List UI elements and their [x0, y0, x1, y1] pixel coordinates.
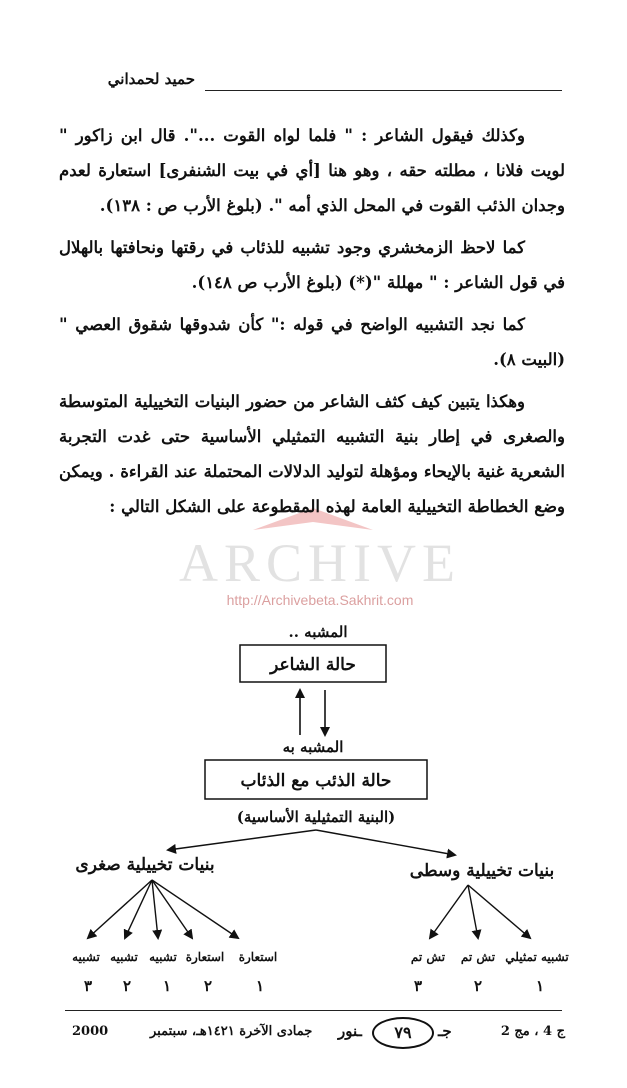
paragraph: كما لاحظ الزمخشري وجود تشبيه للذئاب في رقتها ونحافتها بالهلال في قول الشاعر : " مهللة "(*) (بلوغ الأرب ص ١٤٨).	[59, 238, 565, 292]
footer-journal-right: جـ	[438, 1022, 452, 1040]
right-leaf-label: تش تم	[410, 950, 446, 964]
branch-line-right	[316, 830, 455, 855]
right-leaf-number: ١	[535, 977, 545, 995]
right-leaf-label: تش تم	[460, 950, 496, 964]
leaf-arrow	[430, 885, 468, 938]
paragraph: وكذلك فيقول الشاعر : " فلما لواه القوت ...". قال ابن زاكور " لويت فلانا ، مطلته حقه ، وهو هنا [أي في بيت الشنفرى] استعارة لعدم وجدان الذئب القوت في المحل الذي أمه ". (بلوغ الأرب ص : ١٣٨).	[59, 126, 565, 215]
leaf-arrow	[125, 880, 152, 938]
page-number: ٧٩	[372, 1017, 434, 1049]
left-leaf-label: استعارة	[238, 950, 278, 964]
left-leaf-label: تشبيه	[149, 950, 177, 964]
paragraph: كما نجد التشبيه الواضح في قوله :" كأن شدوقها شقوق العصي " (البيت ٨).	[59, 315, 565, 369]
leaf-arrow	[152, 880, 238, 938]
basic-structure-label: (البنية التمثيلية الأساسية)	[236, 808, 396, 826]
left-leaf-number: ٢	[122, 977, 132, 995]
left-leaf-label: تشبيه	[72, 950, 100, 964]
running-header-author: حميد لحمداني	[107, 70, 195, 88]
middle-box-label: حالة الذئب مع الذئاب	[240, 771, 392, 791]
mushabbah-label: المشبه ..	[288, 623, 348, 641]
mushabbah-bih-label: المشبه به	[282, 738, 344, 756]
right-leaf-number: ٣	[413, 977, 423, 995]
footer-year: 2000	[72, 1024, 109, 1039]
left-leaf-number: ١	[255, 977, 265, 995]
branch-line-left	[168, 830, 316, 850]
leaf-arrow	[152, 880, 158, 938]
paragraph: وهكذا يتبين كيف كثف الشاعر من حضور البنيات التخييلية المتوسطة والصغرى في إطار بنية التشبيه التمثيلي الأساسية حتى غدت التجربة الشعرية غنية بالإيحاء ومؤهلة لتوليد الدلالات المحتملة عند القراءة . ويمكن وضع الخطاطة التخييلية العامة لهذه المقطوعة على الشكل التالي :	[59, 392, 565, 516]
footer-date: جمادى الآخرة ١٤٢١هـ، سبتمبر	[150, 1024, 313, 1039]
left-branch-label: بنيات تخييلية صغرى	[75, 855, 215, 875]
right-branch-label: بنيات تخييلية وسطى	[409, 861, 555, 881]
watermark-word: ARCHIVE	[179, 533, 461, 593]
left-leaf-number: ١	[162, 977, 172, 995]
right-leaf-label: تشبيه تمثيلي	[505, 950, 569, 964]
footer-volume: ج 4 ، مج 2	[500, 1024, 565, 1039]
left-leaf-label: تشبيه	[110, 950, 138, 964]
left-leaf-number: ٣	[83, 977, 93, 995]
footer-rule	[65, 1010, 562, 1011]
right-leaf-number: ٢	[473, 977, 483, 995]
leaf-arrow	[468, 885, 530, 938]
leaf-arrow	[152, 880, 192, 938]
watermark-url: http://Archivebeta.Sakhrit.com	[226, 592, 414, 608]
leaf-arrow	[88, 880, 152, 938]
left-leaf-label: استعارة	[185, 950, 225, 964]
left-leaf-number: ٢	[203, 977, 213, 995]
top-box-label: حالة الشاعر	[270, 655, 356, 675]
footer-journal-left: ـنور	[338, 1022, 362, 1040]
